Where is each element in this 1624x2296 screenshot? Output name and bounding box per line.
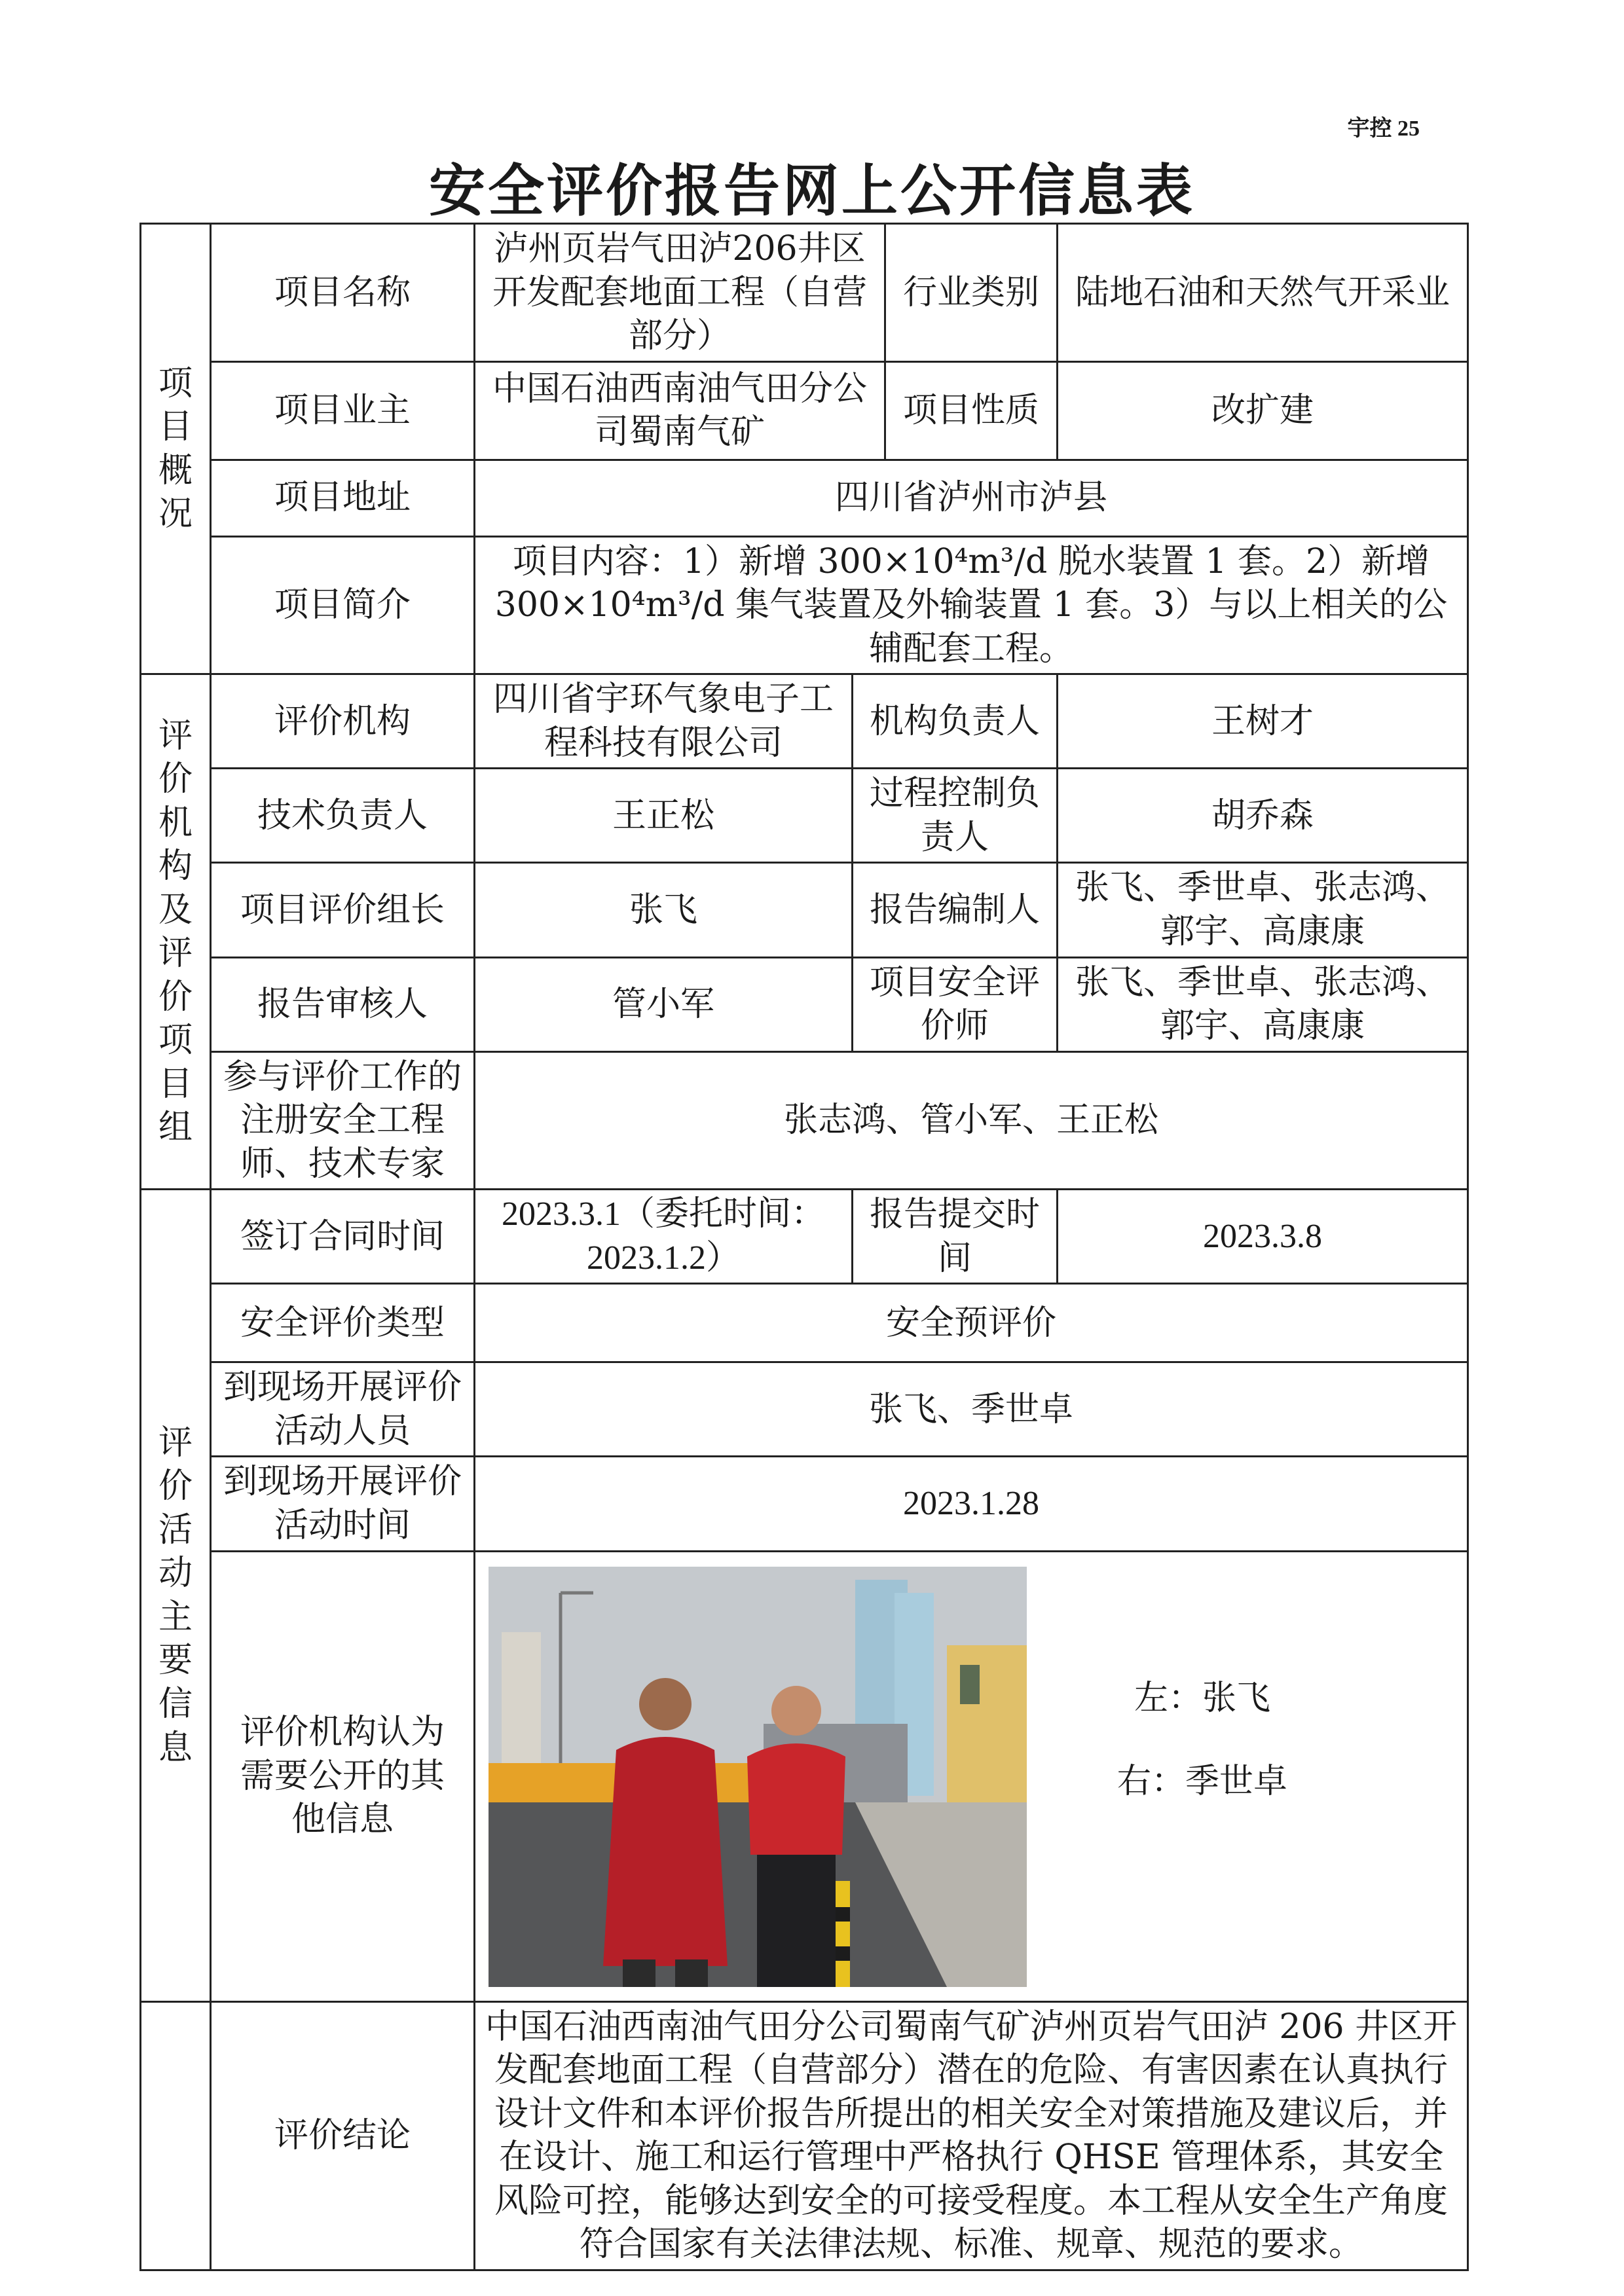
industry-label: 行业类别 xyxy=(885,224,1058,362)
document-code: 宇控 25 xyxy=(1347,117,1420,141)
conclusion-label: 评价结论 xyxy=(211,2001,475,2270)
project-name-label: 项目名称 xyxy=(211,224,475,362)
report-reviewer-label: 报告审核人 xyxy=(211,957,475,1051)
agency-value: 四川省宇环气象电子工程科技有限公司 xyxy=(475,674,853,769)
section-activity: 评价活动主要信息 xyxy=(141,1190,211,2001)
process-control-label: 过程控制负责人 xyxy=(853,769,1058,863)
section-overview: 项目概况 xyxy=(141,224,211,674)
contract-time-label: 签订合同时间 xyxy=(211,1190,475,1284)
other-info-label: 评价机构认为需要公开的其他信息 xyxy=(211,1551,475,2001)
info-table xyxy=(139,223,1469,2271)
contract-time-value: 2023.3.1（委托时间：2023.1.2） xyxy=(475,1190,853,1284)
tech-lead-label: 技术负责人 xyxy=(211,769,475,863)
project-address-value: 四川省泸州市泸县 xyxy=(475,460,1468,536)
caption-right: 右：季世卓 xyxy=(1117,1761,1288,1801)
report-reviewer-value: 管小军 xyxy=(475,957,853,1051)
evaluation-type-value: 安全预评价 xyxy=(475,1284,1468,1362)
agency-head-label: 机构负责人 xyxy=(853,674,1058,769)
tech-lead-value: 王正松 xyxy=(475,769,853,863)
industry-value: 陆地石油和天然气开采业 xyxy=(1058,224,1468,362)
caption-left: 左：张飞 xyxy=(1134,1678,1271,1718)
site-photo xyxy=(489,1567,1027,1987)
photo-captions xyxy=(1117,1657,1287,1824)
site-time-label: 到现场开展评价活动时间 xyxy=(211,1457,475,1551)
project-address-label: 项目地址 xyxy=(211,460,475,536)
project-nature-label: 项目性质 xyxy=(885,361,1058,460)
site-photo-illustration xyxy=(489,1567,1027,1987)
other-info-cell xyxy=(475,1551,1468,2001)
team-leader-label: 项目评价组长 xyxy=(211,863,475,957)
team-leader-value: 张飞 xyxy=(475,863,853,957)
report-writer-label: 报告编制人 xyxy=(853,863,1058,957)
experts-label: 参与评价工作的注册安全工程师、技术专家 xyxy=(211,1051,475,1190)
page-title: 安全评价报告网上公开信息表 xyxy=(429,158,1195,224)
section-org: 评价机构及评价项目组 xyxy=(141,674,211,1190)
site-staff-value: 张飞、季世卓 xyxy=(475,1362,1468,1457)
project-intro-label: 项目简介 xyxy=(211,536,475,674)
report-writer-value: 张飞、季世卓、张志鸿、郭宇、高康康 xyxy=(1058,863,1468,957)
project-intro-value: 项目内容：1）新增 300×10⁴m³/d 脱水装置 1 套。2）新增 300×10⁴m³/d 集气装置及外输装置 1 套。3）与以上相关的公辅配套工程。 xyxy=(475,536,1468,674)
experts-value: 张志鸿、管小军、王正松 xyxy=(475,1051,1468,1190)
conclusion-blank xyxy=(141,2001,211,2270)
project-owner-value: 中国石油西南油气田分公司蜀南气矿 xyxy=(475,361,885,460)
conclusion-value: 中国石油西南油气田分公司蜀南气矿泸州页岩气田泸 206 井区开发配套地面工程（自营部分）潜在的危险、有害因素在认真执行设计文件和本评价报告所提出的相关安全对策措施及建议后，并在设计、施工和运行管理中严格执行 QHSE 管理体系，其安全风险可控，能够达到安全的可接受程度。本工程从安全生产角度符合国家有关法律法规、标准、规章、规范的要求。 xyxy=(475,2001,1468,2270)
site-staff-label: 到现场开展评价活动人员 xyxy=(211,1362,475,1457)
submit-time-label: 报告提交时间 xyxy=(853,1190,1058,1284)
evaluation-type-label: 安全评价类型 xyxy=(211,1284,475,1362)
project-name-value: 泸州页岩气田泸206井区开发配套地面工程（自营部分） xyxy=(475,224,885,362)
process-control-value: 胡乔森 xyxy=(1058,769,1468,863)
site-time-value: 2023.1.28 xyxy=(475,1457,1468,1551)
safety-assessor-value: 张飞、季世卓、张志鸿、郭宇、高康康 xyxy=(1058,957,1468,1051)
agency-head-value: 王树才 xyxy=(1058,674,1468,769)
project-owner-label: 项目业主 xyxy=(211,361,475,460)
submit-time-value: 2023.3.8 xyxy=(1058,1190,1468,1284)
project-nature-value: 改扩建 xyxy=(1058,361,1468,460)
safety-assessor-label: 项目安全评价师 xyxy=(853,957,1058,1051)
agency-label: 评价机构 xyxy=(211,674,475,769)
